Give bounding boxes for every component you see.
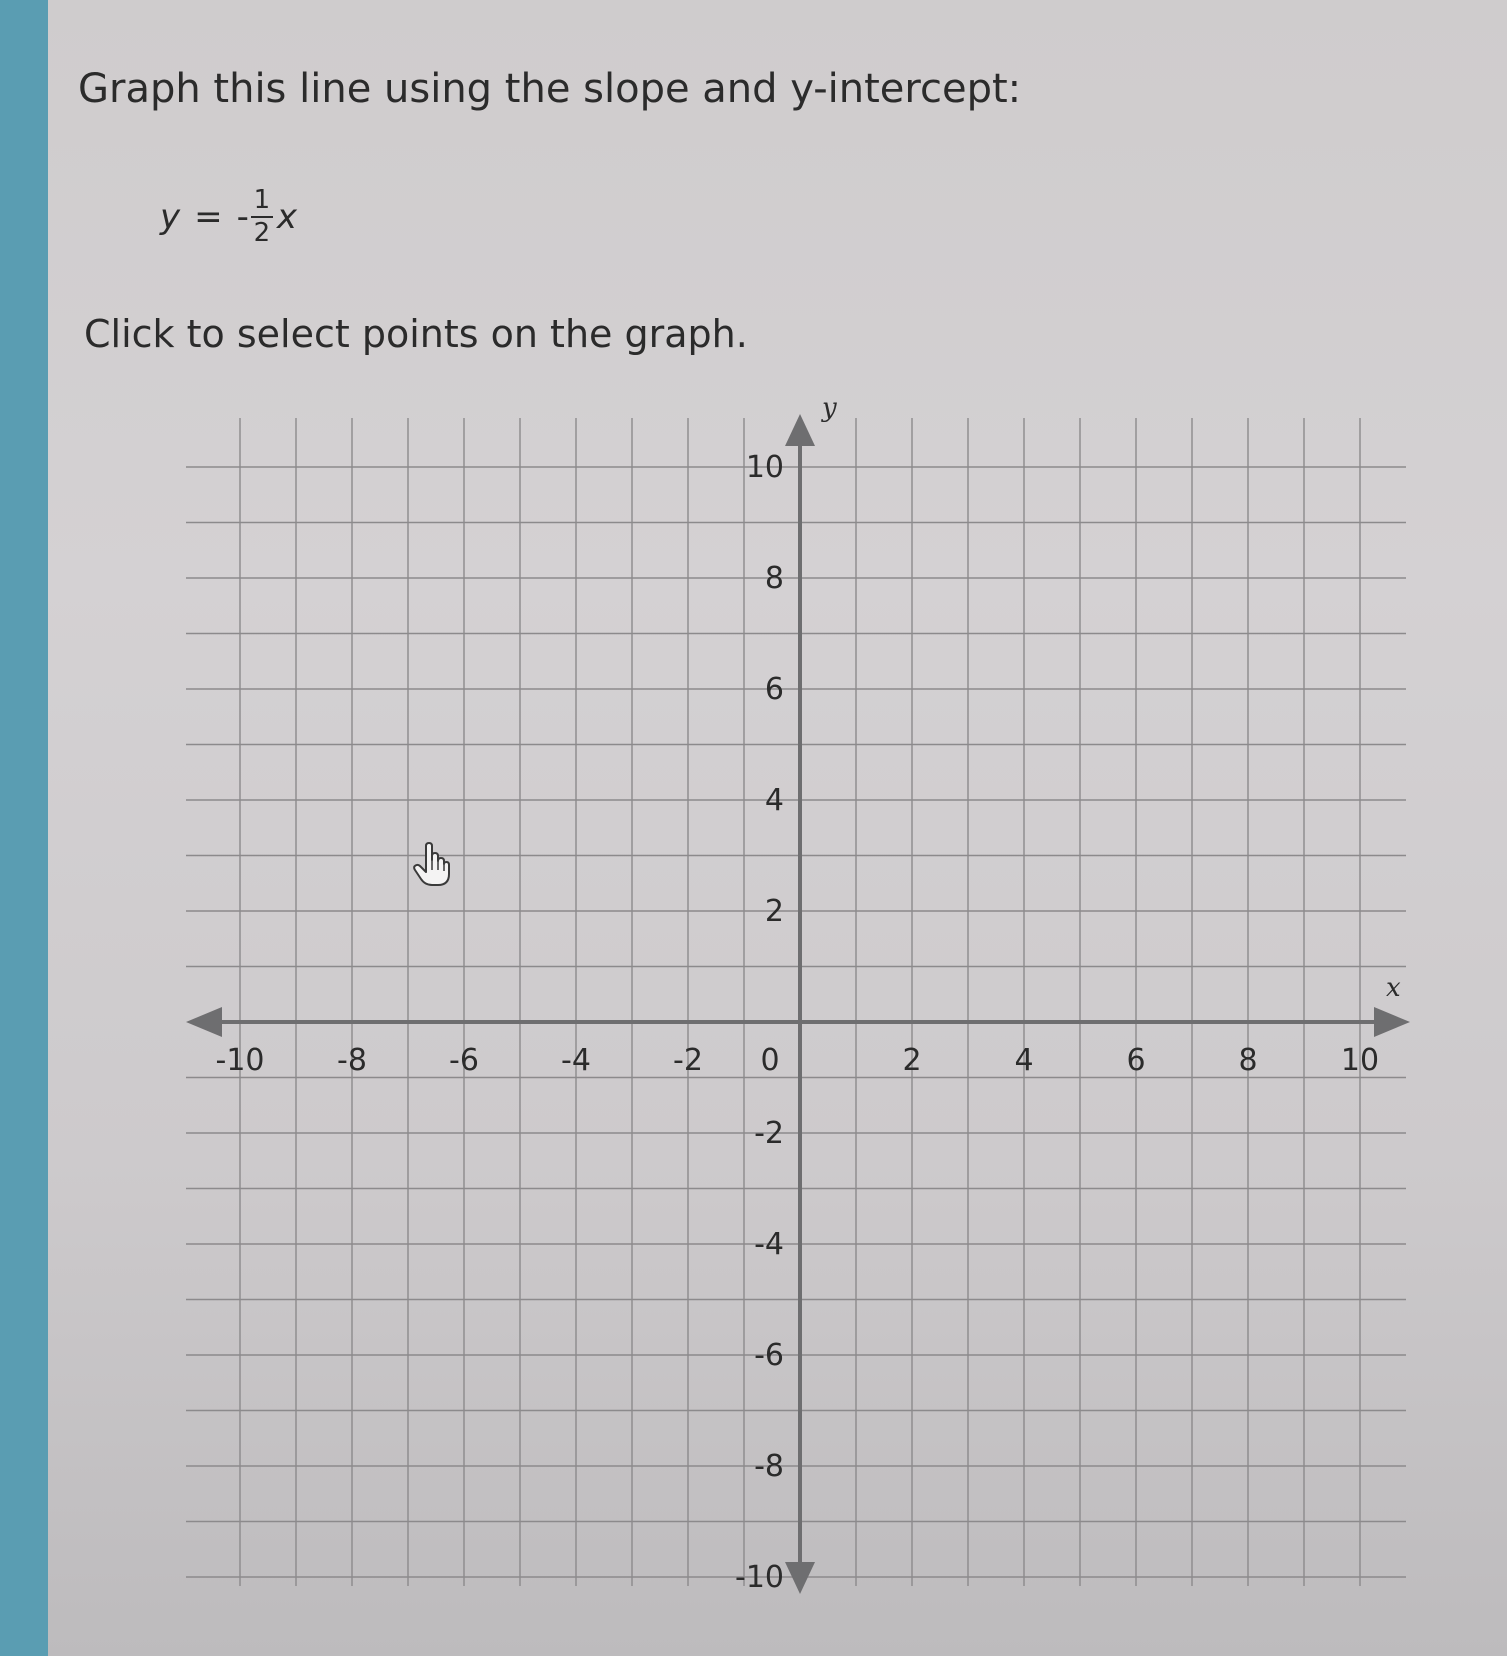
x-axis-left-arrow xyxy=(186,1007,222,1037)
x-tick-label: 8 xyxy=(1238,1043,1258,1078)
x-tick-label: -6 xyxy=(449,1043,479,1078)
equation-denominator: 2 xyxy=(253,218,271,248)
x-tick-label: -8 xyxy=(337,1043,367,1078)
x-axis-name: x xyxy=(1386,973,1401,1003)
y-tick-label: 8 xyxy=(764,561,784,596)
y-tick-label: -2 xyxy=(754,1116,784,1151)
x-tick-label: 2 xyxy=(902,1043,922,1078)
y-axis-bottom-arrow xyxy=(785,1562,815,1594)
y-tick-label: -6 xyxy=(754,1338,784,1373)
equation-equals: = xyxy=(194,197,223,237)
instruction-text: Click to select points on the graph. xyxy=(84,312,748,356)
y-axis-name: y xyxy=(822,393,837,423)
equation-sign: - xyxy=(236,197,249,237)
axes xyxy=(186,414,1410,1594)
x-axis-right-arrow xyxy=(1374,1007,1410,1037)
x-tick-label: -2 xyxy=(673,1043,703,1078)
pointer-hand-icon xyxy=(412,842,452,892)
y-tick-label: 4 xyxy=(764,783,784,818)
x-tick-label: -4 xyxy=(561,1043,591,1078)
y-tick-label: 6 xyxy=(764,672,784,707)
y-tick-label: -8 xyxy=(754,1449,784,1484)
y-tick-label: 10 xyxy=(745,450,784,485)
x-tick-label: 4 xyxy=(1014,1043,1034,1078)
x-tick-label: 6 xyxy=(1126,1043,1146,1078)
equation-lhs: y xyxy=(160,197,181,237)
y-tick-label: -4 xyxy=(754,1227,784,1262)
x-tick-label: -10 xyxy=(215,1043,265,1078)
y-tick-label: 2 xyxy=(764,894,784,929)
equation-variable: x xyxy=(276,197,298,237)
x-tick-label: 0 xyxy=(760,1043,780,1078)
x-tick-label: 10 xyxy=(1340,1043,1380,1078)
question-prompt: Graph this line using the slope and y-intercept: xyxy=(78,66,1022,112)
y-axis-top-arrow xyxy=(785,414,815,446)
equation-numerator: 1 xyxy=(253,184,271,215)
y-tick-label: -10 xyxy=(735,1560,784,1595)
grid-lines xyxy=(186,418,1406,1586)
